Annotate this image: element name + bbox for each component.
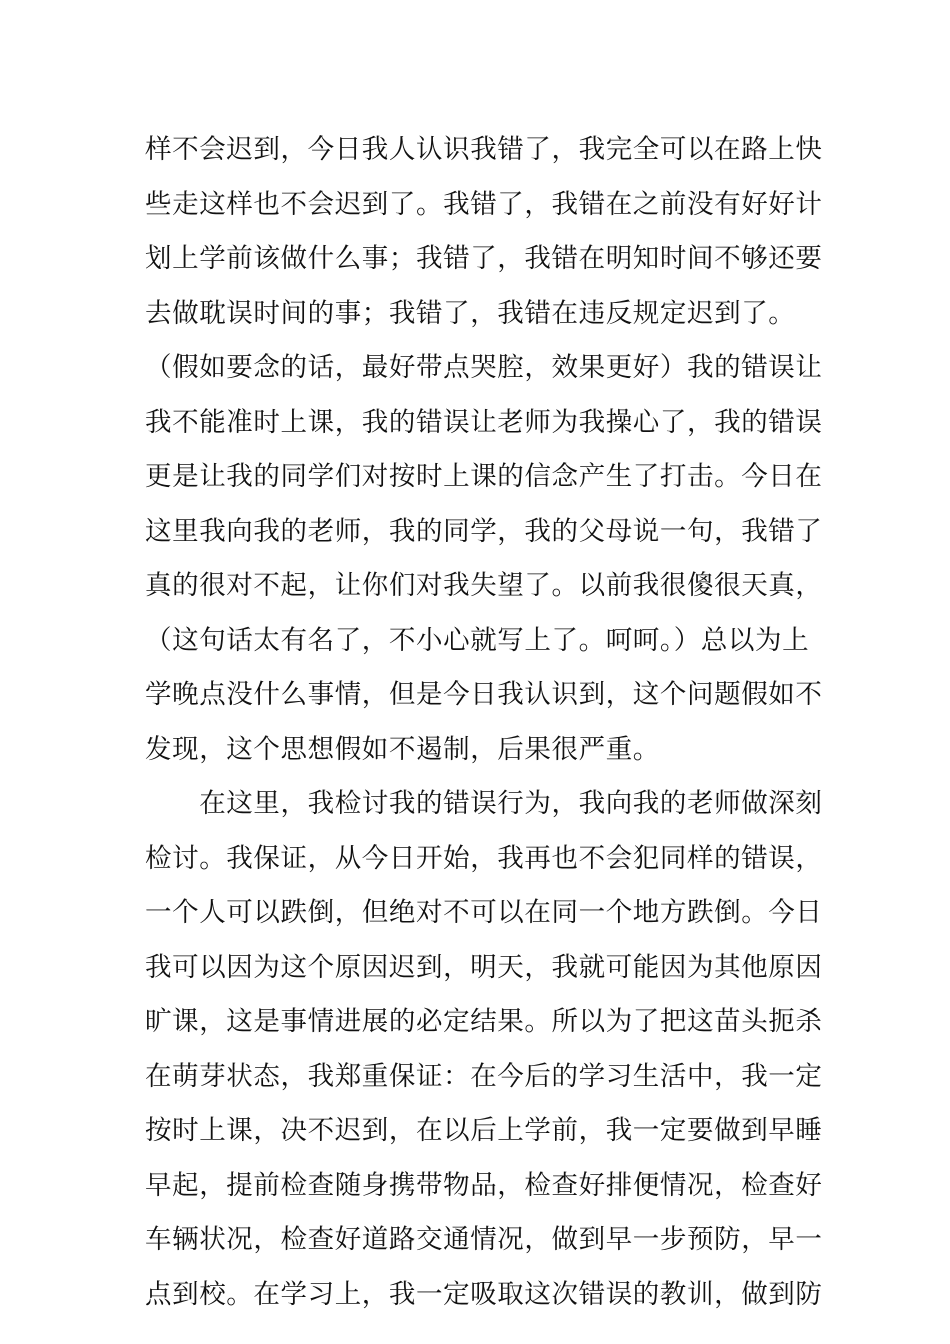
text-line: 按时上课，决不迟到，在以后上学前，我一定要做到早睡	[145, 1115, 823, 1146]
text-line: 学晚点没什么事情，但是今日我认识到，这个问题假如不	[145, 679, 823, 710]
text-line: 划上学前该做什么事；我错了，我错在明知时间不够还要	[145, 243, 823, 274]
text-line: 真的很对不起，让你们对我失望了。以前我很傻很天真，	[145, 570, 823, 601]
text-line: 我不能准时上课，我的错误让老师为我操心了，我的错误	[145, 406, 823, 438]
text-line: （假如要念的话，最好带点哭腔，效果更好）我的错误让	[145, 352, 823, 383]
text-line: 些走这样也不会迟到了。我错了，我错在之前没有好好计	[145, 188, 823, 220]
text-line: 点到校。在学习上，我一定吸取这次错误的教训，做到防	[145, 1278, 823, 1310]
text-line: 在萌芽状态，我郑重保证：在今后的学习生活中，我一定	[145, 1060, 823, 1092]
text-line: （这句话太有名了，不小心就写上了。呵呵。）总以为上	[145, 624, 810, 656]
text-line: 发现，这个思想假如不遏制，后果很严重。	[145, 733, 660, 765]
text-line: 更是让我的同学们对按时上课的信念产生了打击。今日在	[145, 461, 823, 492]
text-line: 早起，提前检查随身携带物品，检查好排便情况，检查好	[145, 1169, 823, 1201]
text-line: 在这里，我检讨我的错误行为，我向我的老师做深刻	[145, 788, 823, 819]
text-line: 去做耽误时间的事；我错了，我错在违反规定迟到了。	[145, 297, 796, 329]
text-line: 样不会迟到，今日我人认识我错了，我完全可以在路上快	[145, 134, 823, 165]
text-line: 旷课，这是事情进展的必定结果。所以为了把这苗头扼杀	[145, 1006, 823, 1037]
text-line: 我可以因为这个原因迟到，明天，我就可能因为其他原因	[145, 951, 823, 983]
body-text	[145, 128, 823, 1327]
text-line: 检讨。我保证，从今日开始，我再也不会犯同样的错误，	[145, 842, 823, 874]
text-line: 车辆状况，检查好道路交通情况，做到早一步预防，早一	[145, 1224, 823, 1255]
text-line: 这里我向我的老师，我的同学，我的父母说一句，我错了	[145, 515, 823, 547]
text-line: 一个人可以跌倒，但绝对不可以在同一个地方跌倒。今日	[145, 897, 823, 928]
